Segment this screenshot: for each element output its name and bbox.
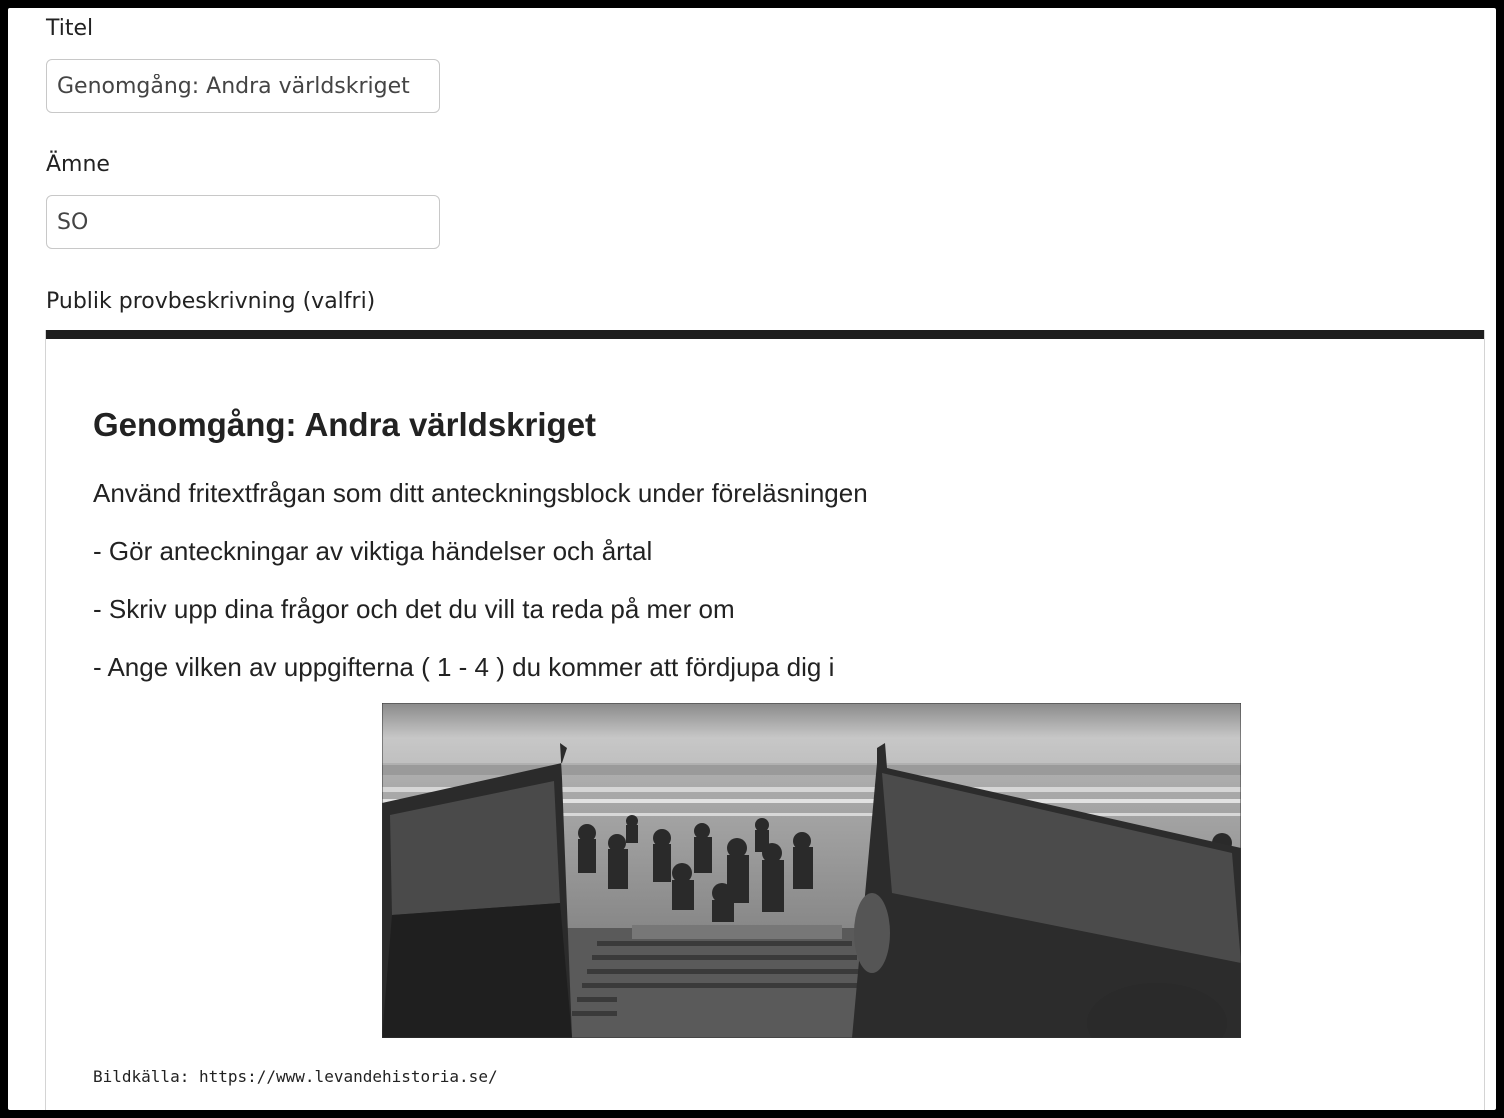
form-panel — [8, 8, 1496, 1110]
landing-craft-photo — [382, 703, 1241, 1038]
editor-heading: Genomgång: Andra världskriget — [93, 406, 597, 443]
editor-paragraph: - Ange vilken av uppgifterna ( 1 - 4 ) du kommer att fördjupa dig i — [93, 652, 835, 682]
subject-label: Ämne — [46, 152, 110, 177]
description-editor[interactable] — [45, 330, 1485, 1110]
title-input[interactable] — [46, 59, 440, 113]
editor-toolbar — [46, 330, 1484, 339]
editor-paragraph: - Gör anteckningar av viktiga händelser och årtal — [93, 536, 653, 566]
editor-paragraph: - Skriv upp dina frågor och det du vill ta reda på mer om — [93, 594, 735, 624]
subject-input[interactable] — [46, 195, 440, 249]
image-caption: Bildkälla: https://www.levandehistoria.se/ — [93, 1067, 498, 1086]
title-label: Titel — [46, 16, 94, 41]
description-label: Publik provbeskrivning (valfri) — [46, 289, 376, 314]
editor-image[interactable] — [382, 703, 1241, 1038]
editor-paragraph: Använd fritextfrågan som ditt anteckningsblock under föreläsningen — [93, 478, 868, 508]
